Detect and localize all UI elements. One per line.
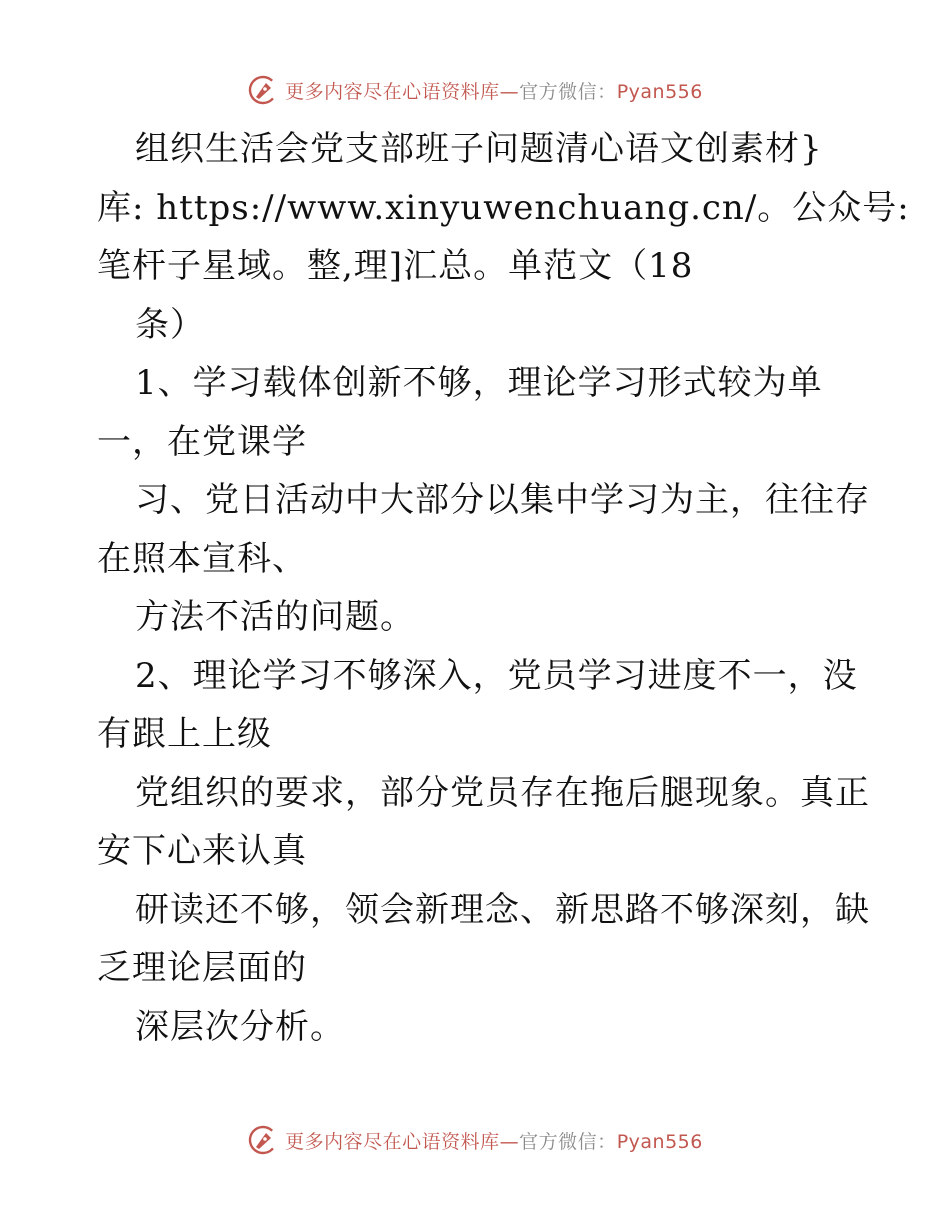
text-line-title-3: 笔杆子星域。整,理]汇总。单范文（18 (97, 246, 694, 286)
banner-main-text: 更多内容尽在心语资料库 (285, 80, 500, 103)
text-line-item1-1: 1、学习载体创新不够，理论学习形式较为单 (135, 363, 823, 403)
text-line-item2-4: 安下心来认真 (97, 831, 307, 871)
banner-wechat-id: Pyan556 (616, 1130, 703, 1153)
banner-text (285, 77, 703, 104)
text-line-item1-5: 方法不活的问题。 (135, 597, 415, 637)
banner-dash: — (499, 80, 520, 103)
text-line-item1-4: 在照本宣科、 (97, 538, 307, 579)
banner-main-text: 更多内容尽在心语资料库 (285, 1130, 500, 1153)
text-line-item2-5: 研读还不够，领会新理念、新思路不够深刻，缺 (135, 889, 870, 930)
text-line-title-1: 组织生活会党支部班子问题清心语文创素材} (135, 129, 823, 169)
text-line-title-4: 条） (135, 304, 205, 345)
text-line-item1-2: 一，在党课学 (97, 421, 307, 462)
banner-dash: — (499, 1130, 520, 1153)
text-line-item2-7: 深层次分析。 (135, 1006, 345, 1047)
footer-banner (0, 1120, 950, 1160)
text-line-item2-6: 乏理论层面的 (97, 948, 307, 988)
banner-text (285, 1127, 703, 1154)
text-line-item2-1: 2、理论学习不够深入，党员学习进度不一，没 (135, 655, 858, 696)
document-body (97, 120, 910, 1056)
header-banner (0, 70, 950, 110)
pen-nib-logo-icon (247, 74, 279, 106)
banner-official-label: 官方微信： (519, 1130, 617, 1153)
banner-official-label: 官方微信： (519, 80, 617, 103)
banner-wechat-id: Pyan556 (616, 80, 703, 103)
text-line-item2-2: 有跟上上级 (97, 714, 272, 754)
text-line-item1-3: 习、党日活动中大部分以集中学习为主，往往存 (135, 480, 870, 520)
pen-nib-logo-icon (247, 1124, 279, 1156)
text-line-item2-3: 党组织的要求，部分党员存在拖后腿现象。真正 (135, 772, 870, 813)
text-line-title-2: 库: https://www.xinyuwenchuang.cn/。公众号: (97, 187, 910, 228)
